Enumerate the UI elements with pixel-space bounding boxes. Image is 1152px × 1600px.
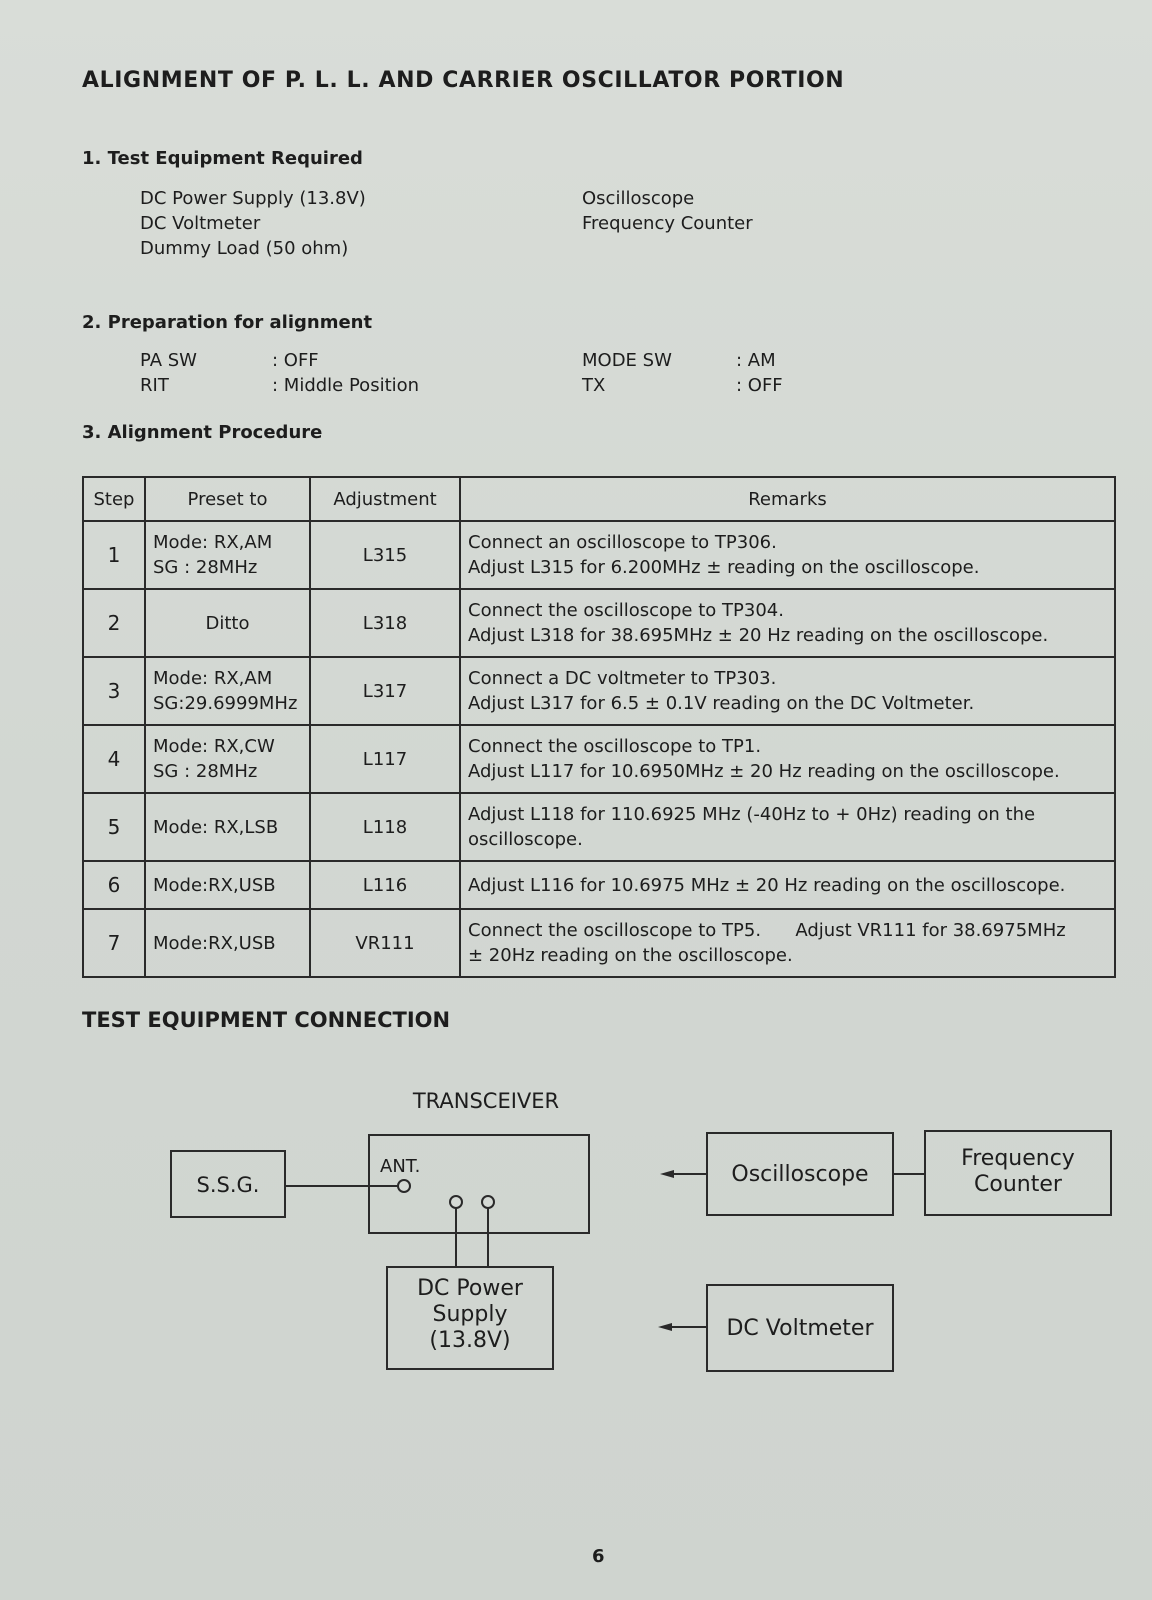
section-preparation-heading: 2. Preparation for alignment [82,312,373,333]
remarks-line: Adjust L315 for 6.200MHz ± reading on the oscilloscope. [468,557,980,578]
remarks-line: Adjust L317 for 6.5 ± 0.1V reading on the DC Voltmeter. [468,693,975,714]
column-header-remarks: Remarks [460,477,1115,521]
table-row [83,909,1115,977]
remarks-line: Connect the oscilloscope to TP304. [468,600,784,621]
dc-power-line: (13.8V) [429,1328,511,1353]
preset-line: SG : 28MHz [153,761,258,782]
equipment-item: Frequency Counter [582,213,753,234]
transceiver-box [368,1134,590,1234]
remarks-cell [460,657,1115,725]
dc-power-line: DC Power [417,1276,523,1301]
preset-line: Mode:RX,USB [153,932,276,954]
remarks-line: Adjust L116 for 10.6975 MHz ± 20 Hz reading on the oscilloscope. [468,874,1066,896]
remarks-line: Connect the oscilloscope to TP5. Adjust VR111 for 38.6975MHz [468,920,1066,941]
remarks-cell [460,861,1115,909]
adjustment-cell: L117 [310,725,460,793]
preset-cell [145,657,310,725]
remarks-line: Connect an oscilloscope to TP306. [468,532,777,553]
prep-item-name: PA SW [140,350,197,371]
section-test-equipment-heading: 1. Test Equipment Required [82,148,363,169]
remarks-cell [460,521,1115,589]
adjustment-cell: L315 [310,521,460,589]
table-row [83,589,1115,657]
remarks-line: Adjust L318 for 38.695MHz ± 20 Hz reading on the oscilloscope. [468,625,1049,646]
remarks-cell [460,725,1115,793]
adjustment-cell: L317 [310,657,460,725]
connection-diagram [0,1060,1152,1420]
preset-line: Ditto [205,612,250,634]
remarks-line: Adjust L117 for 10.6950MHz ± 20 Hz reading on the oscilloscope. [468,761,1060,782]
prep-item-name: RIT [140,375,169,396]
preset-cell [145,909,310,977]
table-row [83,861,1115,909]
table-row [83,725,1115,793]
preset-line: Mode: RX,LSB [153,816,279,838]
prep-item-value: : Middle Position [272,375,420,396]
table-row [83,521,1115,589]
ssg-box [170,1150,286,1218]
remarks-line: Connect the oscilloscope to TP1. [468,736,762,757]
remarks-line: oscilloscope. [468,829,583,850]
dc-power-line: Supply [432,1302,508,1327]
step-cell: 5 [83,793,145,861]
prep-item-value: : AM [736,350,776,371]
adjustment-cell: L118 [310,793,460,861]
preset-line: Mode:RX,USB [153,874,276,896]
preset-line: SG : 28MHz [153,557,258,578]
dc-voltmeter-label: DC Voltmeter [726,1316,874,1341]
preset-cell [145,793,310,861]
adjustment-cell: VR111 [310,909,460,977]
column-header-adjustment: Adjustment [310,477,460,521]
frequency-counter-line: Counter [974,1172,1062,1197]
frequency-counter-box [924,1130,1112,1216]
equipment-item: Dummy Load (50 ohm) [140,238,349,259]
remarks-line: ± 20Hz reading on the oscilloscope. [468,945,793,966]
dc-voltmeter-box [706,1284,894,1372]
preset-cell [145,725,310,793]
adjustment-cell: L318 [310,589,460,657]
step-cell: 6 [83,861,145,909]
voltmeter-arrowhead [658,1323,672,1331]
equipment-item: DC Voltmeter [140,213,261,234]
prep-item-value: : OFF [736,375,783,396]
oscilloscope-label: Oscilloscope [731,1162,869,1187]
step-cell: 2 [83,589,145,657]
page-number: 6 [592,1546,605,1567]
equipment-item: Oscilloscope [582,188,695,209]
adjustment-cell: L116 [310,861,460,909]
prep-item-name: MODE SW [582,350,672,371]
preset-line: Mode: RX,AM [153,532,273,553]
column-header-preset: Preset to [145,477,310,521]
preset-line: Mode: RX,CW [153,736,275,757]
connection-heading: TEST EQUIPMENT CONNECTION [82,1008,451,1032]
connection-lines [0,1060,1152,1420]
prep-item-value: : OFF [272,350,319,371]
page-title: ALIGNMENT OF P. L. L. AND CARRIER OSCILLATOR PORTION [82,68,845,93]
preset-line: SG:29.6999MHz [153,693,298,714]
section-procedure-heading: 3. Alignment Procedure [82,422,323,443]
alignment-table [82,476,1116,978]
step-cell: 3 [83,657,145,725]
table-row [83,793,1115,861]
ant-label: ANT. [380,1156,421,1177]
table-row [83,657,1115,725]
step-cell: 7 [83,909,145,977]
oscilloscope-box [706,1132,894,1216]
preset-cell [145,589,310,657]
transceiver-label: TRANSCEIVER [412,1089,560,1113]
dc-power-supply-box [386,1266,554,1370]
frequency-counter-line: Frequency [961,1146,1075,1171]
preset-cell [145,861,310,909]
remarks-line: Connect a DC voltmeter to TP303. [468,668,777,689]
ssg-label: S.S.G. [196,1173,260,1197]
step-cell: 1 [83,521,145,589]
preset-line: Mode: RX,AM [153,668,273,689]
column-header-step: Step [83,477,145,521]
prep-item-name: TX [582,375,606,396]
remarks-cell [460,793,1115,861]
remarks-cell [460,589,1115,657]
scope-arrowhead [660,1170,674,1178]
step-cell: 4 [83,725,145,793]
remarks-line: Adjust L118 for 110.6925 MHz (-40Hz to + 0Hz) reading on the [468,804,1036,825]
equipment-item: DC Power Supply (13.8V) [140,188,366,209]
table-header-row [83,477,1115,521]
preset-cell [145,521,310,589]
remarks-cell [460,909,1115,977]
